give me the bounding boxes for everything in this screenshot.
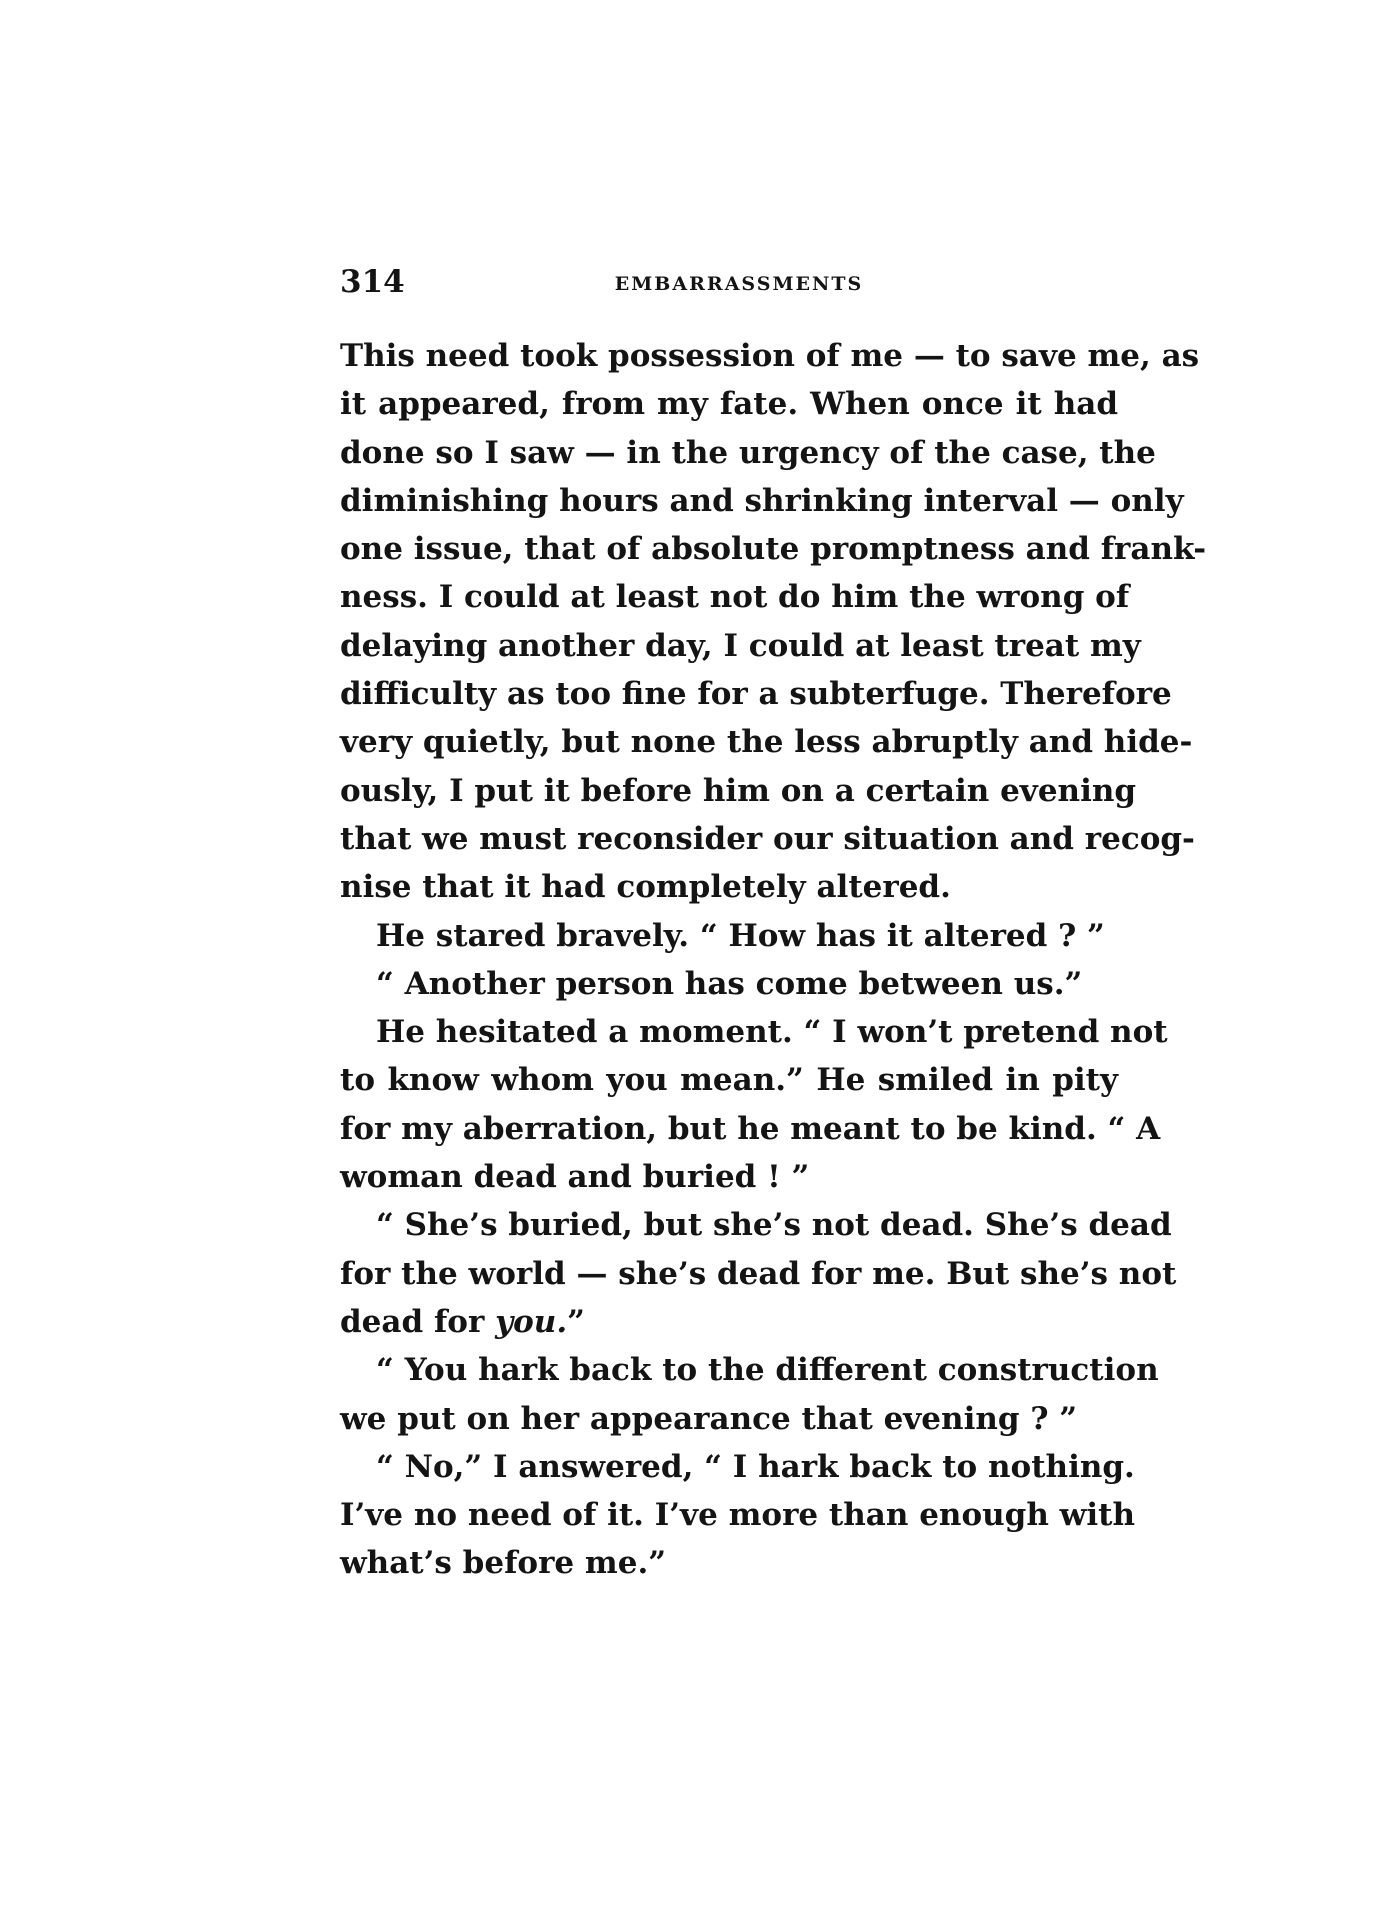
text-line: I’ve no need of it. I’ve more than enough with (340, 1497, 1135, 1534)
text-line: difficulty as too fine for a subterfuge. Therefore (340, 676, 1172, 713)
text-line: He hesitated a moment. “ I won’t pretend not (376, 1014, 1168, 1051)
running-head: EMBARRASSMENTS (614, 273, 864, 295)
text-line-with-italic (340, 1298, 1118, 1346)
closing-quote: ” (567, 1303, 585, 1340)
text-line: woman dead and buried ! ” (340, 1159, 810, 1196)
page-header (340, 262, 1118, 302)
text-line: delaying another day, I could at least treat my (340, 627, 1141, 664)
text-line: for my aberration, but he meant to be kind. “ A (340, 1110, 1161, 1147)
text-line: it appeared, from my fate. When once it had (340, 386, 1118, 423)
text-line: that we must reconsider our situation and recog- (340, 820, 1195, 857)
text-line: to know whom you mean.” He smiled in pity (340, 1062, 1118, 1099)
text-line: “ She’s buried, but she’s not dead. She’s dead (376, 1207, 1172, 1244)
text-line: what’s before me.” (340, 1545, 667, 1582)
text-line: ness. I could at least not do him the wrong of (340, 579, 1130, 616)
text-line: very quietly, but none the less abruptly and hide- (340, 724, 1193, 761)
text-line: ously, I put it before him on a certain evening (340, 772, 1137, 809)
text-line: we put on her appearance that evening ? ” (340, 1400, 1078, 1437)
italic-word: you. (495, 1303, 568, 1340)
text-line: done so I saw — in the urgency of the case, the (340, 434, 1156, 471)
text-line: He stared bravely. “ How has it altered ? ” (376, 917, 1105, 954)
text-line: one issue, that of absolute promptness and frank- (340, 531, 1207, 568)
text-line: “ Another person has come between us.” (376, 965, 1083, 1002)
text-line: “ No,” I answered, “ I hark back to nothing. (376, 1448, 1135, 1485)
text-line: This need took possession of me — to save me, as (340, 338, 1200, 374)
text-fragment: dead for (340, 1303, 485, 1340)
text-line: “ You hark back to the different construction (376, 1352, 1159, 1389)
text-line: for the world — she’s dead for me. But she’s not (340, 1255, 1177, 1292)
text-line: diminishing hours and shrinking interval — only (340, 482, 1184, 519)
page-number: 314 (340, 264, 405, 300)
body-text (340, 332, 1207, 1588)
text-line: nise that it had completely altered. (340, 869, 951, 906)
